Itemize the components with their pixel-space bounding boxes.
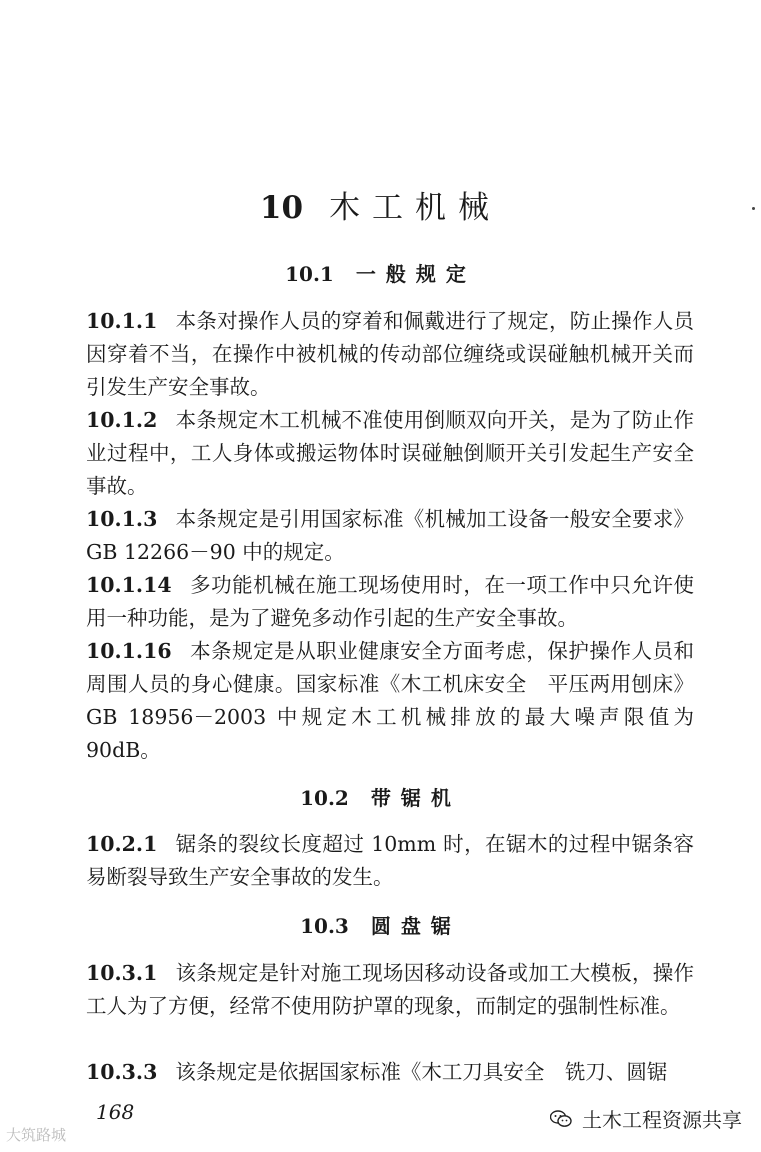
wechat-icon bbox=[550, 1110, 572, 1128]
watermark-right bbox=[550, 1104, 742, 1133]
clause-number: 10.3.1 bbox=[86, 961, 158, 985]
clause-paragraph bbox=[86, 828, 694, 894]
clause-paragraph bbox=[86, 1056, 694, 1089]
clause-text: 本条对操作人员的穿着和佩戴进行了规定，防止操作人员因穿着不当，在操作中被机械的传动部位缠绕或误碰触机械开关而引发生产安全事故。 bbox=[86, 309, 694, 399]
clause-text: 锯条的裂纹长度超过 10mm 时，在锯木的过程中锯条容易断裂导致生产安全事故的发生。 bbox=[86, 832, 694, 889]
watermark-right-text: 土木工程资源共享 bbox=[582, 1108, 742, 1132]
clause-text: 本条规定是引用国家标准《机械加工设备一般安全要求》GB 12266－90 中的规定。 bbox=[86, 507, 694, 564]
clause-number: 10.1.1 bbox=[86, 309, 158, 333]
section-heading bbox=[0, 910, 761, 939]
watermark-left bbox=[6, 1124, 66, 1145]
clause-paragraph bbox=[86, 305, 694, 404]
section-title: 圆盘锯 bbox=[370, 914, 461, 938]
chapter-title: 木工机械 bbox=[329, 190, 502, 226]
clause-number: 10.1.3 bbox=[86, 507, 158, 531]
chapter-heading bbox=[0, 182, 761, 227]
clause-number: 10.1.14 bbox=[86, 573, 172, 597]
clause-text: 多功能机械在施工现场使用时，在一项工作中只允许使用一种功能，是为了避免多动作引起的生产安全事故。 bbox=[86, 573, 694, 630]
section-heading bbox=[0, 782, 761, 811]
clause-number: 10.3.3 bbox=[86, 1060, 158, 1084]
page-number: 168 bbox=[96, 1100, 135, 1124]
clause-paragraph bbox=[86, 635, 694, 767]
section-title: 带锯机 bbox=[370, 786, 461, 810]
clause-text: 该条规定是针对施工现场因移动设备或加工大模板，操作工人为了方便，经常不使用防护罩的现象，而制定的强制性标准。 bbox=[86, 961, 694, 1018]
clause-number: 10.1.2 bbox=[86, 408, 158, 432]
section-number: 10.2 bbox=[300, 786, 349, 810]
clause-number: 10.2.1 bbox=[86, 832, 158, 856]
section-title: 一般规定 bbox=[355, 262, 476, 286]
clause-text: 本条规定是从职业健康安全方面考虑，保护操作人员和周围人员的身心健康。国家标准《木工机床安全 平压两用刨床》GB 18956－2003 中规定木工机械排放的最大噪声限值为 90dB。 bbox=[86, 639, 694, 762]
clause-number: 10.1.16 bbox=[86, 639, 172, 663]
section-heading bbox=[0, 258, 761, 287]
clause-text: 本条规定木工机械不准使用倒顺双向开关，是为了防止作业过程中，工人身体或搬运物体时误碰触倒顺开关引发起生产安全事故。 bbox=[86, 408, 694, 498]
clause-paragraph bbox=[86, 404, 694, 503]
clause-paragraph bbox=[86, 957, 694, 1023]
clause-text: 该条规定是依据国家标准《木工刀具安全 铣刀、圆锯 bbox=[175, 1060, 668, 1084]
section-number: 10.1 bbox=[285, 262, 334, 286]
section-number: 10.3 bbox=[300, 914, 349, 938]
clause-paragraph bbox=[86, 503, 694, 569]
clause-paragraph bbox=[86, 569, 694, 635]
chapter-number: 10 bbox=[259, 190, 304, 226]
watermark-left-text: 大筑路城 bbox=[6, 1126, 67, 1144]
